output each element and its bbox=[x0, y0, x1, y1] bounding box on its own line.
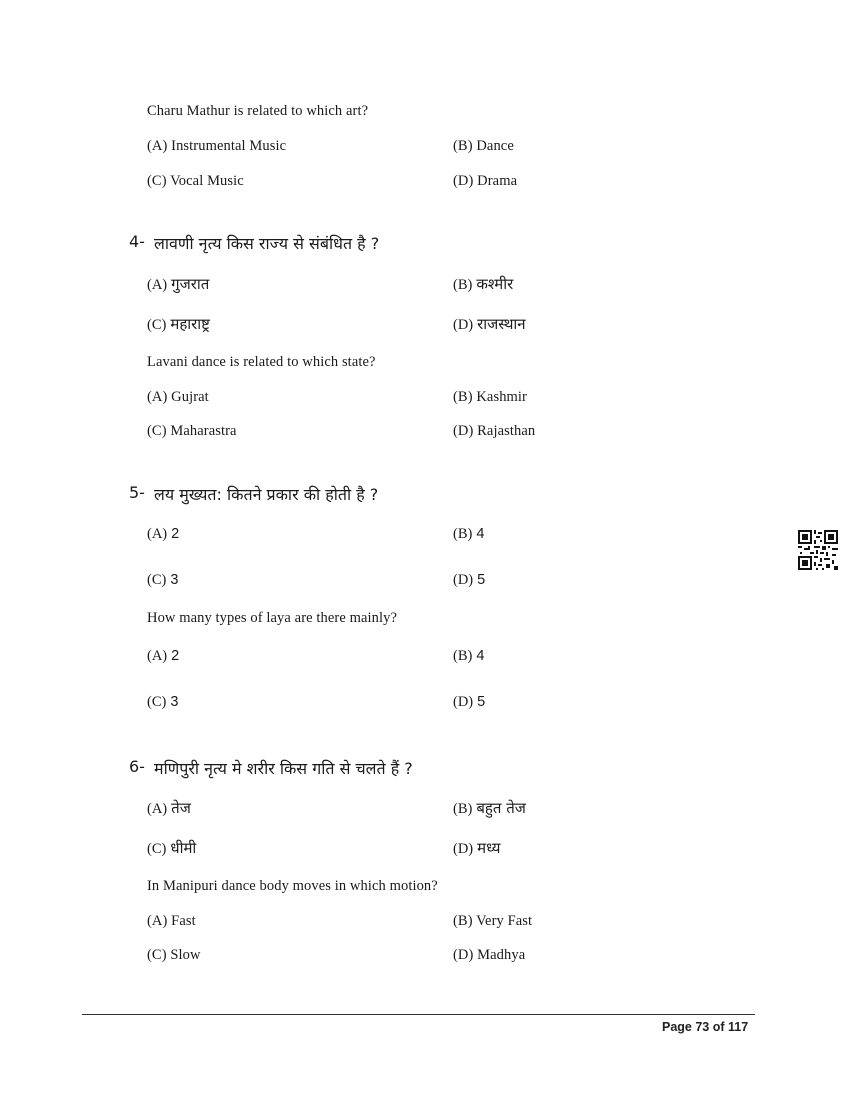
option-text: 3 bbox=[170, 572, 179, 588]
option-text: 5 bbox=[477, 694, 486, 710]
option-text: कश्मीर bbox=[476, 275, 514, 293]
option-text: राजस्थान bbox=[477, 315, 526, 333]
q4-hi-question: लावणी नृत्य किस राज्य से संबंधित है ? bbox=[154, 234, 380, 253]
option-label: (D) bbox=[453, 694, 474, 710]
option-label: (B) bbox=[453, 801, 473, 817]
q5-number: 5- bbox=[129, 483, 145, 502]
option-label: (D) bbox=[453, 317, 474, 333]
option-text: तेज bbox=[171, 799, 191, 817]
q4-en-option-b: (B) Kashmir bbox=[453, 389, 527, 405]
q4-hi-option-c bbox=[147, 314, 210, 334]
option-text: 3 bbox=[170, 694, 179, 710]
q5-hi-option-d bbox=[453, 571, 485, 589]
option-label: (B) bbox=[453, 277, 473, 293]
option-label: (C) bbox=[147, 317, 167, 333]
option-label: (A) bbox=[147, 801, 168, 817]
q4-en-question: Lavani dance is related to which state? bbox=[147, 354, 376, 370]
option-text: मध्य bbox=[477, 839, 501, 857]
q6-en-option-d: (D) Madhya bbox=[453, 947, 526, 963]
option-label: (C) bbox=[147, 694, 167, 710]
q5-hi-option-b bbox=[453, 525, 484, 543]
q4-en-option-c: (C) Maharastra bbox=[147, 423, 237, 439]
option-label: (B) bbox=[453, 648, 473, 664]
q5-hi-question: लय मुख्यत: कितने प्रकार की होती है ? bbox=[154, 485, 379, 504]
q4-en-option-d: (D) Rajasthan bbox=[453, 423, 536, 439]
q6-en-option-c: (C) Slow bbox=[147, 947, 201, 963]
option-text: गुजरात bbox=[171, 275, 210, 293]
q3-en-option-b: (B) Dance bbox=[453, 138, 514, 154]
q5-en-option-d bbox=[453, 693, 485, 711]
option-text: 5 bbox=[477, 572, 486, 588]
option-label: (A) bbox=[147, 648, 168, 664]
footer-divider bbox=[82, 1014, 755, 1015]
option-label: (C) bbox=[147, 841, 167, 857]
q6-en-question: In Manipuri dance body moves in which motion? bbox=[147, 878, 438, 894]
q3-en-option-a: (A) Instrumental Music bbox=[147, 138, 287, 154]
option-text: 4 bbox=[476, 526, 485, 542]
option-text: महाराष्ट्र bbox=[170, 315, 210, 333]
q4-hi-option-a bbox=[147, 274, 209, 294]
q3-en-option-c: (C) Vocal Music bbox=[147, 173, 244, 189]
q6-hi-option-b bbox=[453, 798, 526, 818]
option-label: (A) bbox=[147, 526, 168, 542]
q6-hi-option-a bbox=[147, 798, 191, 818]
q5-en-option-b bbox=[453, 647, 484, 665]
q5-en-question: How many types of laya are there mainly? bbox=[147, 610, 398, 626]
q4-number: 4- bbox=[129, 232, 145, 251]
option-text: 2 bbox=[171, 648, 180, 664]
q6-hi-question: मणिपुरी नृत्य मे शरीर किस गति से चलते हैं ? bbox=[154, 759, 413, 778]
q5-hi-option-c bbox=[147, 571, 178, 589]
q6-hi-option-c bbox=[147, 838, 196, 858]
q3-en-option-d: (D) Drama bbox=[453, 173, 518, 189]
option-label: (A) bbox=[147, 277, 168, 293]
q5-en-option-a bbox=[147, 647, 179, 665]
q4-hi-option-b bbox=[453, 274, 513, 294]
q6-number: 6- bbox=[129, 757, 145, 776]
q4-en-option-a: (A) Gujrat bbox=[147, 389, 209, 405]
option-text: धीमी bbox=[170, 839, 197, 857]
q4-hi-option-d bbox=[453, 314, 526, 334]
q6-hi-option-d bbox=[453, 838, 500, 858]
option-text: 4 bbox=[476, 648, 485, 664]
option-label: (B) bbox=[453, 526, 473, 542]
q3-en-question: Charu Mathur is related to which art? bbox=[147, 103, 369, 119]
option-label: (D) bbox=[453, 841, 474, 857]
qr-code-icon bbox=[798, 530, 838, 570]
q6-en-option-b: (B) Very Fast bbox=[453, 913, 533, 929]
q6-en-option-a: (A) Fast bbox=[147, 913, 196, 929]
option-label: (C) bbox=[147, 572, 167, 588]
option-label: (D) bbox=[453, 572, 474, 588]
q5-en-option-c bbox=[147, 693, 178, 711]
page-number: Page 73 of 117 bbox=[662, 1020, 749, 1034]
option-text: 2 bbox=[171, 526, 180, 542]
option-text: बहुत तेज bbox=[476, 799, 526, 817]
q5-hi-option-a bbox=[147, 525, 179, 543]
